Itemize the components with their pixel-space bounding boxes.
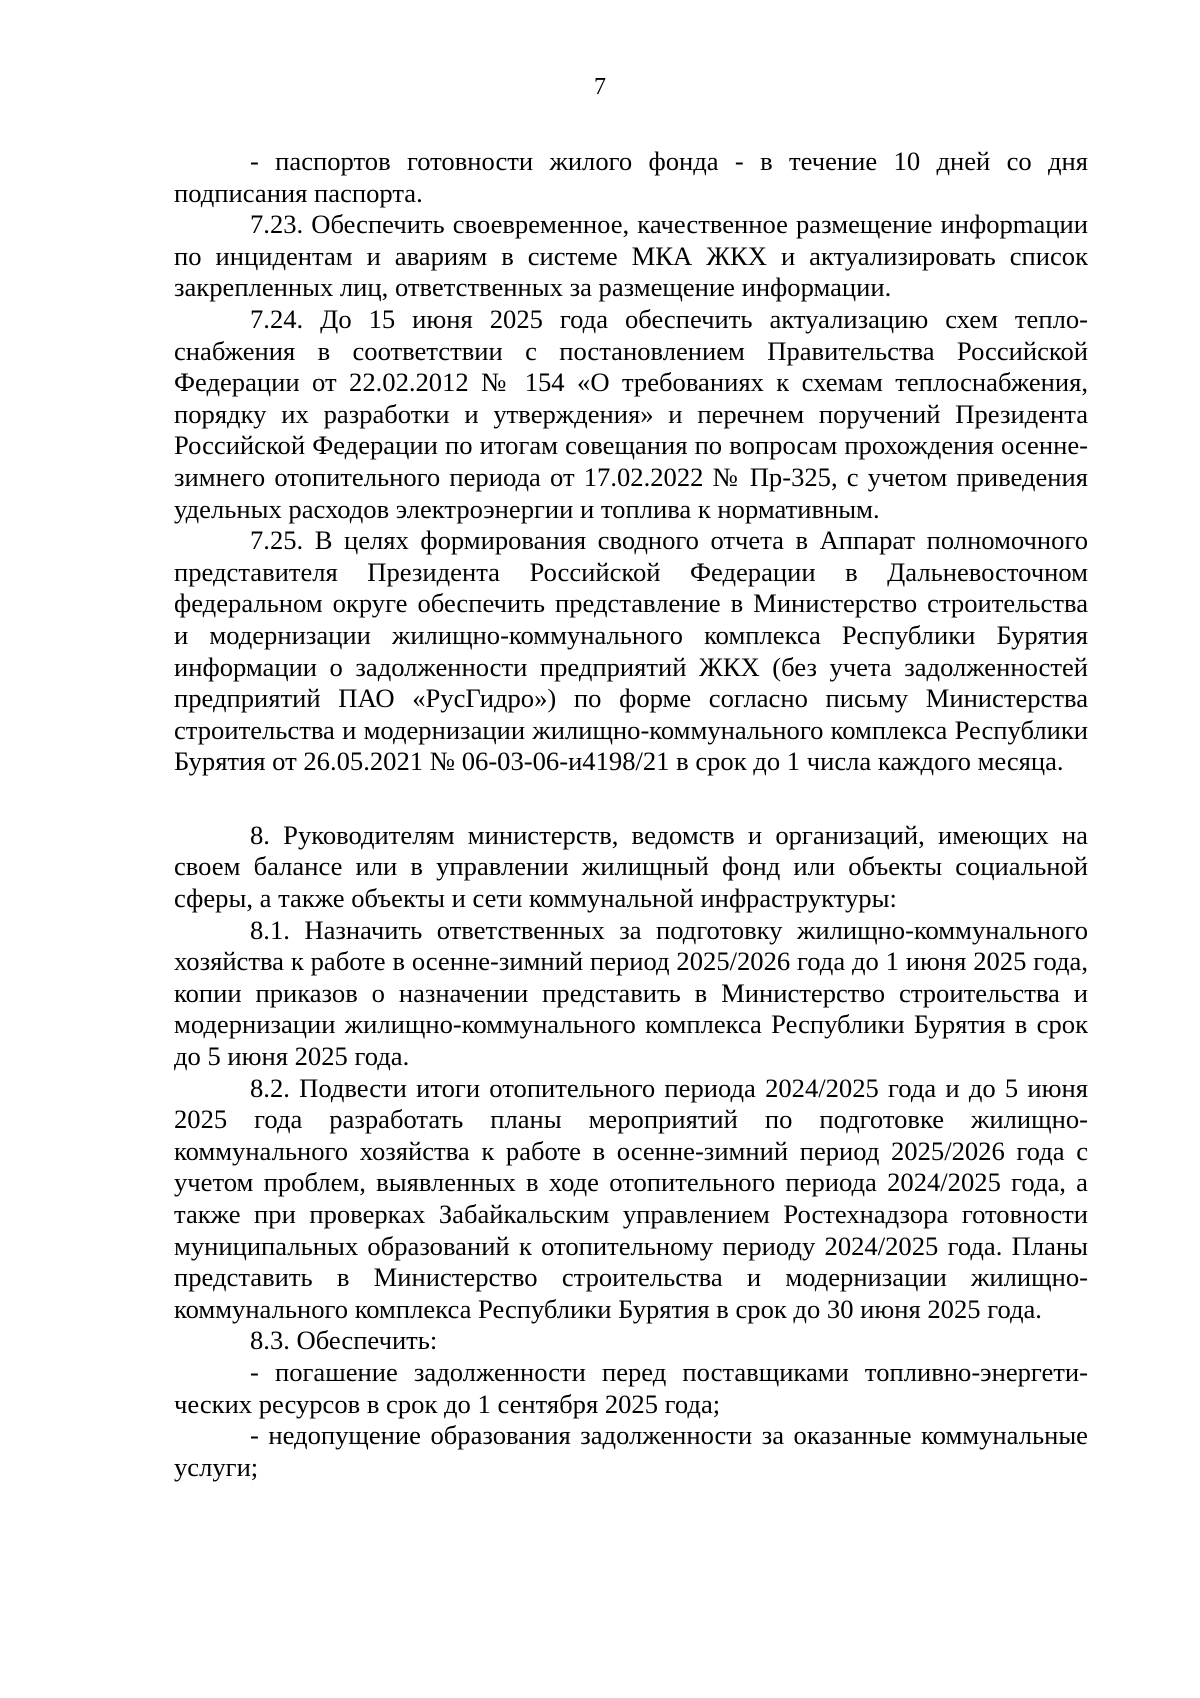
paragraph-7-24: 7.24. До 15 июня 2025 года обеспечить актуализацию схем теплоснабжения в соответствии с постановлением Правительства Российской Федерации от 22.02.2012 № 154 «О требованиях к схемам теплоснабжения, порядку их разработки и утверждения» и перечнем поручений Президента Российской Федерации по итогам совещания по вопросам прохождения осенне-зимнего отопительного периода от 17.02.2022 № Пр-325, с учетом приведения удельных расходов электроэнергии и топлива к нормативным.	[174, 303, 1088, 524]
paragraph-7-25: 7.25. В целях формирования сводного отчета в Аппарат полномочного представителя Президента Российской Федерации в Дальневосточном федеральном округе обеспечить представление в Министерство строительства и модернизации жилищно-коммунального комплекса Республики Бурятия информации о задолженности предприятий ЖКХ (без учета задолженностей предприятий ПАО «РусГидро») по форме согласно письму Министерства строительства и модернизации жилищно-коммунального комплекса Республики Бурятия от 26.05.2021 № 06-03-06-и4198/21 в срок до 1 числа каждого месяца.	[174, 525, 1088, 777]
page-number: 7	[594, 74, 606, 100]
paragraph-8-1: 8.1. Назначить ответственных за подготовку жилищно-коммунального хозяйства к работе в осенне-зимний период 2025/2026 года до 1 июня 2025 года, копии приказов о назначении представить в Министерство строительства и модернизации жилищно-коммунального комплекса Республики Бурятия в срок до 5 июня 2025 года.	[174, 914, 1088, 1072]
paragraph-8: 8. Руководителям министерств, ведомств и организаций, имеющих на своем балансе или в управлении жилищный фонд или объекты социальной сферы, а также объекты и сети коммунальной инфраструктуры:	[174, 819, 1088, 914]
paragraph-8-3: 8.3. Обеспечить:	[250, 1325, 438, 1356]
paragraph-8-3-debt-prevention: - недопущение образования задолженности за оказанные коммунальные услуги;	[174, 1420, 1088, 1482]
paragraph-7-23: 7.23. Обеспечить своевременное, качественное размещение инфорmации по инцидентам и авариям в системе МКА ЖКХ и актуализировать список закрепленных лиц, ответственных за размещение информации.	[174, 209, 1088, 303]
paragraph-passports: - паспортов готовности жилого фонда - в течение 10 дней со дня подписания паспорта.	[174, 146, 1088, 208]
document-body	[174, 146, 1088, 1483]
paragraph-8-2: 8.2. Подвести итоги отопительного периода 2024/2025 года и до 5 июня 2025 года разработать планы мероприятий по подготовке жилищно-коммунального хозяйства к работе в осенне-зимний период 2025/2026 года с учетом проблем, выявленных в ходе отопительного периода 2024/2025 года, а также при проверках Забайкальским управлением Ростехнадзора готовности муниципальных образований к отопительному периоду 2024/2025 года. Планы представить в Министерство строительства и модернизации жилищно-коммунального комплекса Республики Бурятия в срок до 30 июня 2025 года.	[174, 1072, 1088, 1324]
paragraph-8-3-debt-repayment: - погашение задолженности перед поставщиками топливно-энергетических ресурсов в срок до 1 сентября 2025 года;	[174, 1356, 1088, 1419]
